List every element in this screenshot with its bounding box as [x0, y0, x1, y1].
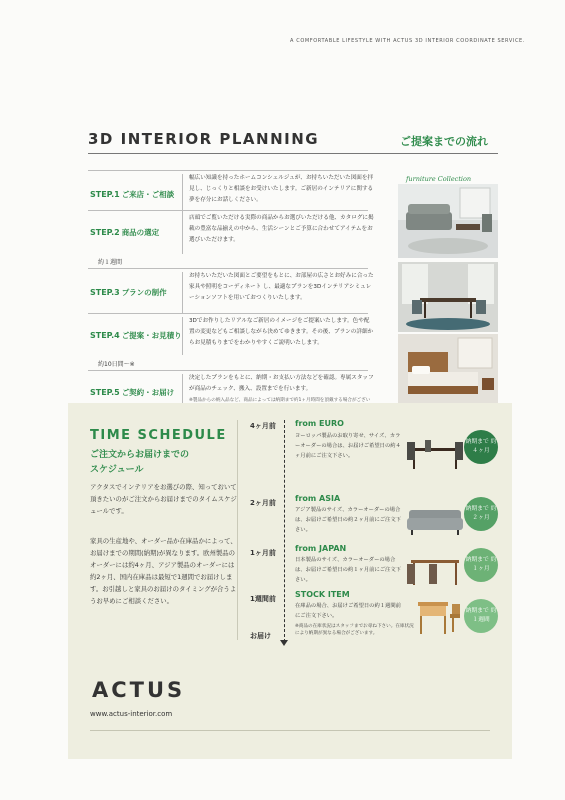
- duration-1: 約１週間: [98, 259, 123, 266]
- step-4-number: STEP.4: [90, 331, 120, 340]
- step-1-number: STEP.1: [90, 190, 120, 199]
- header-tagline: A COMFORTABLE LIFESTYLE WITH ACTUS 3D INTERIOR COORDINATE SERVICE.: [290, 38, 525, 44]
- sofa-image: [405, 502, 465, 538]
- step-2-number: STEP.2: [90, 228, 120, 237]
- step-1-label: [90, 189, 174, 200]
- timeline-description-2: アジア製品のサイズ、カラーオーダーの場合は、お届けご希望日の約２ヶ月前にご注文下さい。: [295, 507, 401, 533]
- schedule-subtitle-line1: ご注文からお届けまでの: [90, 450, 190, 460]
- step-5-number: STEP.5: [90, 388, 120, 397]
- timeline-source-1: from EURO: [295, 419, 344, 428]
- delivery-label: お届け: [250, 632, 271, 640]
- timeline-source-4: STOCK ITEM: [295, 590, 350, 599]
- timeline-source-2: from ASIA: [295, 494, 341, 503]
- step-row-3: [88, 268, 374, 317]
- planning-title: 3D INTERIOR PLANNING: [88, 130, 320, 148]
- timeline-when-2: 2ヶ月前: [250, 499, 276, 507]
- living-room-photo: [398, 184, 498, 258]
- step-3-name: プランの制作: [121, 288, 167, 297]
- timeline-description-4: 在庫品の場合、お届けご希望日の約１週間前にご注文下さい。: [295, 603, 401, 619]
- step-5-name: ご契約・お届け: [121, 388, 175, 397]
- step-4-description: 3Dでお作りしたリアルなご新居のイメージをご提案いたします。色や配置の変更などもご相談しながら決めてゆきます。その後、プランの詳細からお見積もりまでをわかりやすくご説明いたします。: [189, 318, 374, 346]
- lead-time-badge-4: 納期まで 約１週間: [464, 599, 498, 633]
- timeline-arrow-head-icon: [280, 640, 288, 646]
- actus-logo: ACTUS: [92, 678, 186, 702]
- step-2-description: 店頭でご覧いただける実際の商品からお選びいただける他、カタログに掲載の豊富な品揃えの中から、生活シーンとご予算に合わせてアイテムをお選びいただけます。: [189, 215, 374, 243]
- timeline-note-4: ※商品の在庫状況はスタッフまでお尋ね下さい。在庫状況により納期が異なる場合がございます。: [295, 624, 414, 636]
- lead-time-badge-1: 納期まで 約４ヶ月: [464, 430, 498, 464]
- step-1-name: ご来店・ご相談: [121, 190, 175, 199]
- schedule-divider: [237, 420, 238, 640]
- duration-2: 約10日間〜※: [98, 361, 135, 368]
- schedule-intro-paragraph: アクタスでインテリアをお選びの際、知っておいて頂きたいのがご注文からお届けまでのタイムスケジュールです。: [90, 483, 237, 515]
- dining-room-photo: [398, 262, 498, 332]
- dining-set-image: [405, 432, 465, 472]
- lead-time-badge-3: 納期まで 約１ヶ月: [464, 548, 498, 582]
- step-5-label: [90, 387, 174, 398]
- timeline-arrow: [284, 420, 286, 642]
- step-5-note: ※製品からの納入品など、商品によっては納期まで約1ヶ月時間を頂戴する場合がござい: [189, 398, 371, 403]
- timeline-when-3: 1ヶ月前: [250, 549, 276, 557]
- step-divider: [182, 272, 183, 314]
- timeline-description-3: 日本製品のサイズ、カラーオーダーの場合は、お届けご希望日の約１ヶ月前にご注文下さい。: [295, 557, 401, 583]
- timeline-source-3: from JAPAN: [295, 544, 347, 553]
- lead-time-badge-2: 納期まで 約２ヶ月: [464, 497, 498, 531]
- timeline-when-4: 1週間前: [250, 595, 276, 603]
- wood-table-image: [405, 550, 465, 590]
- step-2-label: [90, 227, 159, 238]
- step-1-description: 幅広い知識を持ったホームコンシェルジュが、お持ちいただいた図面を拝見し、じっくりと相談をお受けいたします。ご新居のインテリアに関する夢を存分にお話しください。: [189, 175, 374, 203]
- step-4-label: [90, 330, 182, 341]
- schedule-detail-paragraph: 家具の生産地や、オーダー品か在庫品かによって、お届けまでの期間(納期)が異なります。欧州製品のオーダーには約4ヶ月、アジア製品のオーダーには約2ヶ月、国内在庫品は最短で1週間でお届けします。お引越しと家具のお届けのタイミングが合うようお早めにご相談ください。: [90, 537, 237, 605]
- step-3-label: [90, 287, 167, 298]
- planning-subtitle: ご提案までの流れ: [400, 135, 488, 148]
- step-row-4: [88, 313, 374, 358]
- desk-chair-image: [416, 598, 464, 638]
- step-divider: [182, 214, 183, 254]
- timeline-description-1: ヨーロッパ製品のお取り寄せ、サイズ、カラーオーダーの場合は、お届けご希望日の約４ヶ月前にご注文下さい。: [295, 433, 401, 459]
- step-5-description: 決定したプランをもとに、納期・お支払い方法などを確認。専属スタッフが商品のチェック、搬入、設置までを行います。: [189, 375, 374, 392]
- timeline-when-1: 4ヶ月前: [250, 422, 276, 430]
- schedule-title: TIME SCHEDULE: [90, 428, 227, 443]
- footer-rule: [90, 730, 490, 731]
- step-2-name: 商品の選定: [121, 228, 160, 237]
- schedule-subtitle-line2: スケジュール: [90, 465, 144, 475]
- step-row-2: [88, 210, 374, 257]
- bedroom-photo: [398, 334, 498, 406]
- step-divider: [182, 317, 183, 355]
- website-url[interactable]: www.actus-interior.com: [90, 710, 173, 718]
- title-rule: [88, 153, 498, 154]
- collection-label: furniture Collection: [406, 175, 472, 183]
- step-4-name: ご提案・お見積り: [121, 331, 182, 340]
- step-3-number: STEP.3: [90, 288, 120, 297]
- step-3-description: お持ちいただいた図面とご要望をもとに、お部屋の広さとお好みに合った家具や照明をコーディネート し、最適なプランを3Dインテリアシミュレーションソフトを用いておつくりいたします。: [189, 273, 374, 301]
